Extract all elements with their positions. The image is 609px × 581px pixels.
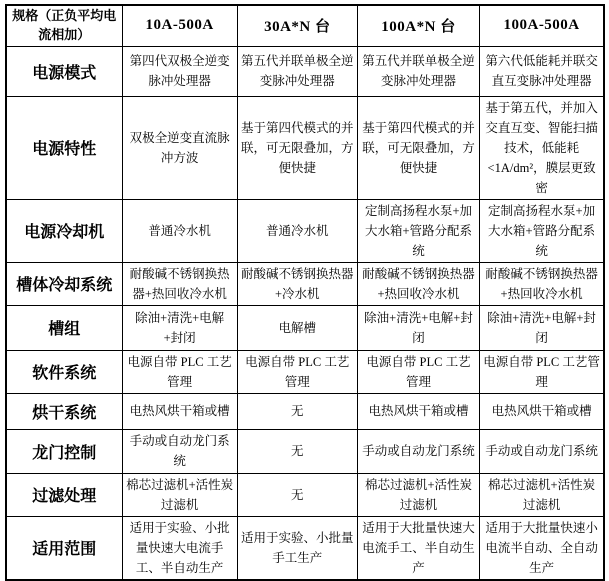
row-label: 软件系统: [6, 350, 122, 393]
table-row-drying-system: [6, 393, 604, 429]
table-cell: 电热风烘干箱或槽: [357, 393, 479, 429]
table-cell: 无: [237, 393, 357, 429]
table-cell: 适用于实验、小批量快速大电流手工、半自动生产: [122, 516, 237, 580]
spec-header-cell: 规格（正负平均电流相加）: [6, 5, 122, 46]
table-cell: 适用于大批量快速大电流手工、半自动生产: [357, 516, 479, 580]
table-cell: 定制高扬程水泵+加大水箱+管路分配系统: [480, 199, 604, 262]
table-row-software-system: [6, 350, 604, 393]
table-cell: 第四代双极全逆变脉冲处理器: [122, 46, 237, 96]
row-label: 适用范围: [6, 516, 122, 580]
table-cell: 普通冷水机: [237, 199, 357, 262]
column-header-10a-500a: 10A-500A: [122, 5, 237, 46]
table-row-power-characteristics: [6, 96, 604, 199]
column-header-30a-n: 30A*N 台: [237, 5, 357, 46]
table-row-power-cooler: [6, 199, 604, 262]
table-cell: 定制高扬程水泵+加大水箱+管路分配系统: [357, 199, 479, 262]
table-cell: 电解槽: [237, 305, 357, 350]
row-label: 电源特性: [6, 96, 122, 199]
table-cell: 适用于大批量快速小电流半自动、全自动生产: [480, 516, 604, 580]
table-cell: 耐酸碱不锈钢换热器+热回收冷水机: [122, 262, 237, 305]
table-cell: 耐酸碱不锈钢换热器+热回收冷水机: [357, 262, 479, 305]
table-cell: 适用于实验、小批量手工生产: [237, 516, 357, 580]
table-cell: 双极全逆变直流脉冲方波: [122, 96, 237, 199]
table-cell: 手动或自动龙门系统: [480, 429, 604, 473]
table-cell: 除油+清洗+电解+封闭: [122, 305, 237, 350]
table-cell: 电源自带 PLC 工艺管理: [122, 350, 237, 393]
table-cell: 耐酸碱不锈钢换热器+热回收冷水机: [480, 262, 604, 305]
table-cell: 基于第四代模式的并联，可无限叠加，方便快捷: [237, 96, 357, 199]
table-row-applicable-scope: [6, 516, 604, 580]
table-cell: 基于第四代模式的并联，可无限叠加，方便快捷: [357, 96, 479, 199]
row-label: 电源冷却机: [6, 199, 122, 262]
table-row-tank-cooling-system: [6, 262, 604, 305]
row-label: 过滤处理: [6, 473, 122, 516]
table-cell: 除油+清洗+电解+封闭: [480, 305, 604, 350]
table-row-gantry-control: [6, 429, 604, 473]
table-cell: 电源自带 PLC 工艺管理: [480, 350, 604, 393]
table-cell: 第五代并联单极全逆变脉冲处理器: [237, 46, 357, 96]
table-cell: 棉芯过滤机+活性炭过滤机: [480, 473, 604, 516]
column-header-100a-n: 100A*N 台: [357, 5, 479, 46]
table-cell: 第六代低能耗并联交直互变脉冲处理器: [480, 46, 604, 96]
row-label: 烘干系统: [6, 393, 122, 429]
column-header-100a-500a: 100A-500A: [480, 5, 604, 46]
table-cell: 除油+清洗+电解+封闭: [357, 305, 479, 350]
table-cell: 普通冷水机: [122, 199, 237, 262]
row-label: 龙门控制: [6, 429, 122, 473]
table-cell: 电源自带 PLC 工艺管理: [237, 350, 357, 393]
table-cell: 棉芯过滤机+活性炭过滤机: [122, 473, 237, 516]
row-label: 槽体冷却系统: [6, 262, 122, 305]
table-cell: 基于第五代，并加入交直互变、智能扫描技术，低能耗 <1A/dm²，膜层更致密: [480, 96, 604, 199]
table-row-filtration: [6, 473, 604, 516]
row-label: 电源模式: [6, 46, 122, 96]
table-row-power-mode: [6, 46, 604, 96]
table-cell: 电热风烘干箱或槽: [480, 393, 604, 429]
table-cell: 无: [237, 473, 357, 516]
power-supply-spec-table: [5, 4, 605, 581]
row-label: 槽组: [6, 305, 122, 350]
table-cell: 棉芯过滤机+活性炭过滤机: [357, 473, 479, 516]
table-cell: 手动或自动龙门系统: [122, 429, 237, 473]
table-cell: 第五代并联单极全逆变脉冲处理器: [357, 46, 479, 96]
table-cell: 无: [237, 429, 357, 473]
table-cell: 电热风烘干箱或槽: [122, 393, 237, 429]
header-row: [6, 5, 604, 46]
table-cell: 耐酸碱不锈钢换热器+冷水机: [237, 262, 357, 305]
table-cell: 电源自带 PLC 工艺管理: [357, 350, 479, 393]
table-row-tank-group: [6, 305, 604, 350]
table-cell: 手动或自动龙门系统: [357, 429, 479, 473]
